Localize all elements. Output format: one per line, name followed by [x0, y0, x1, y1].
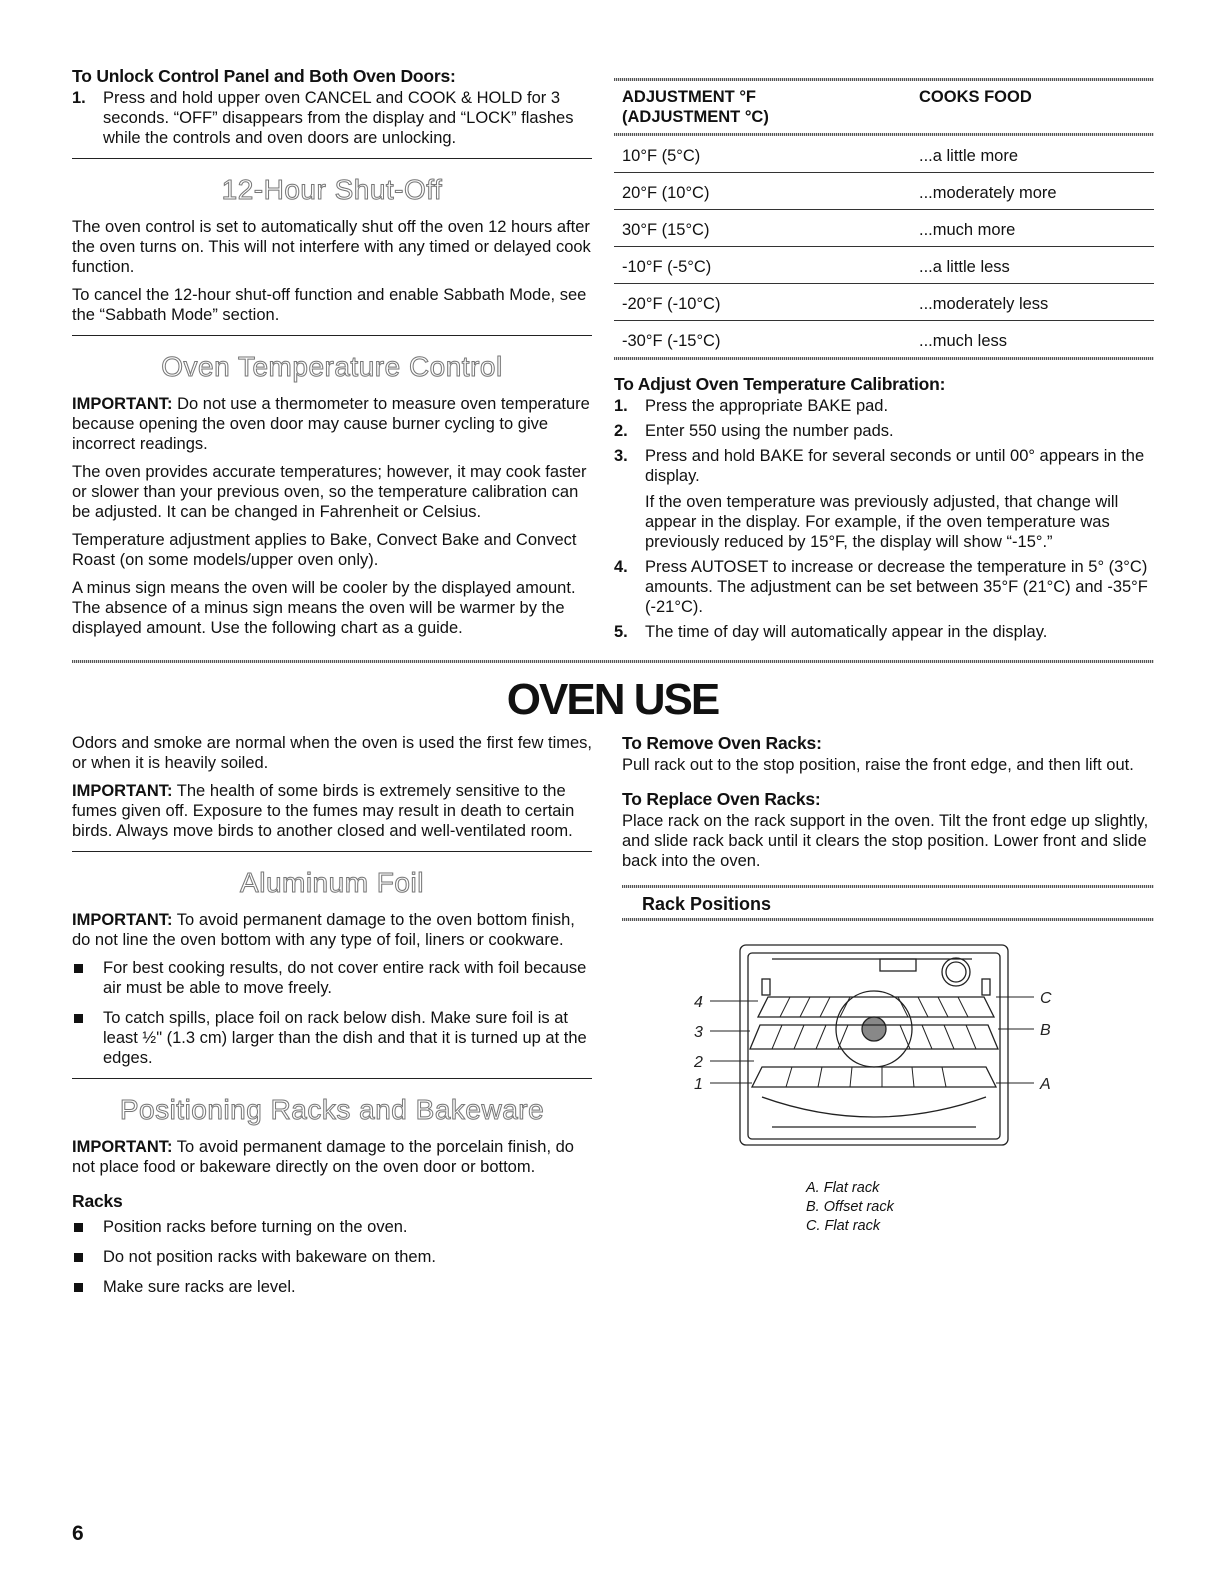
- calibration-step-5: 5. The time of day will automatically appear in the display.: [614, 623, 1048, 641]
- divider: [72, 335, 592, 336]
- table-bottom-rule: [614, 357, 1154, 360]
- calibration-step-4: 4. Press AUTOSET to increase or decrease the temperature in 5° (3°C) amounts. The adjustment can be set between 35°F (21°C) and -35°F (-21°C).: [614, 558, 1148, 616]
- racks-heading: Racks: [72, 1191, 123, 1211]
- step-number: 1.: [72, 89, 86, 107]
- table-header-row: [614, 81, 1154, 133]
- calibration-step-1: 1. Press the appropriate BAKE pad.: [614, 397, 889, 415]
- temp-important-paragraph: [72, 394, 592, 454]
- replace-text: Place rack on the rack support in the oven. Tilt the front edge up slightly, and slide rack back until it clears the stop position. Lower front and slide back into the oven.: [622, 812, 1149, 870]
- important-label: IMPORTANT:: [72, 395, 173, 413]
- caption-b: B. Offset rack: [806, 1199, 894, 1215]
- oven-use-paragraph-1: Odors and smoke are normal when the oven is used the first few times, or when it is heavily soiled.: [72, 734, 592, 772]
- list-item: Do not position racks with bakeware on them.: [72, 1247, 592, 1267]
- rack-number-3: 3: [694, 1024, 703, 1041]
- list-item: For best cooking results, do not cover entire rack with foil because air must be able to move freely.: [72, 958, 592, 998]
- table-row: 30°F (15°C) ...much more: [614, 210, 1154, 247]
- divider: [72, 158, 592, 159]
- shutoff-paragraph-1: The oven control is set to automatically shut off the oven 12 hours after the oven turns on. This will not interfere with any timed or delayed cook function.: [72, 218, 591, 276]
- table-header-adjustment: ADJUSTMENT °F (ADJUSTMENT °C): [622, 88, 769, 126]
- caption-a: A. Flat rack: [806, 1180, 880, 1196]
- rack-letter-b: B: [1040, 1022, 1051, 1039]
- rack-letter-a: A: [1040, 1076, 1051, 1093]
- table-row: 10°F (5°C) ...a little more: [614, 136, 1154, 173]
- left-bottom-column: [72, 733, 592, 1307]
- unlock-step-1: [72, 88, 592, 148]
- adjustment-table: [614, 81, 1154, 357]
- rack-head-bottom-rule: [622, 918, 1154, 921]
- foil-bullets: [72, 958, 592, 1068]
- page-divider: [72, 660, 1154, 663]
- list-item: Make sure racks are level.: [72, 1277, 592, 1297]
- racks-bullets: [72, 1217, 592, 1297]
- figure-captions: [806, 1179, 1154, 1236]
- page-number: 6: [72, 1522, 84, 1545]
- shutoff-paragraph-2: To cancel the 12-hour shut-off function and enable Sabbath Mode, see the “Sabbath Mode” section.: [72, 286, 587, 324]
- rack-letter-c: C: [1040, 990, 1052, 1007]
- positioning-title: Positioning Racks and Bakeware: [119, 1094, 545, 1125]
- foil-title: Aluminum Foil: [240, 867, 424, 898]
- oven-rack-diagram: [622, 937, 1154, 1177]
- rack-number-4: 4: [694, 994, 703, 1011]
- calibration-step-3: 3. Press and hold BAKE for several seconds or until 00° appears in the display. If the oven temperature was previously adjusted, that change will appear in the display. For example, if the oven temperature was previously reduced by 15°F, the display will show “-15°.”: [614, 446, 1154, 552]
- important-text: Do not use a thermometer to measure oven temperature because opening the oven door may cause burner cycling to give incorrect readings.: [72, 395, 590, 453]
- list-item: Position racks before turning on the oven.: [72, 1217, 592, 1237]
- temp-control-title: Oven Temperature Control: [161, 351, 503, 382]
- table-header-cooks-food: COOKS FOOD: [919, 88, 1032, 106]
- right-top-column: [614, 78, 1154, 650]
- calibration-heading: To Adjust Oven Temperature Calibration:: [614, 374, 946, 394]
- unlock-heading: To Unlock Control Panel and Both Oven Doors:: [72, 66, 456, 86]
- calibration-steps: [614, 396, 1154, 642]
- divider: [72, 851, 592, 852]
- rack-number-1: 1: [694, 1076, 703, 1093]
- caption-c: C. Flat rack: [806, 1218, 881, 1234]
- divider: [72, 1078, 592, 1079]
- table-row: -30°F (-15°C) ...much less: [622, 332, 1008, 350]
- temp-paragraph-1: The oven provides accurate temperatures; however, it may cook faster or slower than your previous oven, so the temperature calibration can be adjusted. It can be changed in Fahrenheit or Celsius.: [72, 463, 587, 521]
- unlock-steps: [72, 88, 592, 148]
- step-text: Press and hold upper oven CANCEL and COOK & HOLD for 3 seconds. “OFF” disappears from the display and “LOCK” flashes while the controls and oven doors are unlocking.: [103, 89, 574, 147]
- rack-positions-heading: Rack Positions: [642, 894, 772, 914]
- calibration-step-2: 2. Enter 550 using the number pads.: [614, 422, 894, 440]
- replace-heading: To Replace Oven Racks:: [622, 789, 821, 809]
- remove-text: Pull rack out to the stop position, raise the front edge, and then lift out.: [622, 756, 1134, 774]
- temp-paragraph-2: Temperature adjustment applies to Bake, Convect Bake and Convect Roast (on some models/upper oven only).: [72, 531, 577, 569]
- remove-heading: To Remove Oven Racks:: [622, 733, 822, 753]
- oven-use-important: IMPORTANT: The health of some birds is extremely sensitive to the fumes given off. Exposure to the fumes may result in death to certain birds. Always move birds to another closed and well-ventilated room.: [72, 782, 575, 840]
- table-row: -20°F (-10°C) ...moderately less: [614, 284, 1154, 321]
- list-item: To catch spills, place foil on rack below dish. Make sure foil is at least ½" (1.3 cm) larger than the dish and that it is turned up at the edges.: [72, 1008, 592, 1068]
- shutoff-title: 12-Hour Shut-Off: [221, 174, 443, 205]
- rack-number-2: 2: [694, 1054, 703, 1071]
- temp-paragraph-3: A minus sign means the oven will be cooler by the displayed amount. The absence of a minus sign means the oven will be warmer by the displayed amount. Use the following chart as a guide.: [72, 579, 576, 637]
- oven-use-title: OVEN USE: [506, 675, 719, 724]
- right-bottom-column: [622, 733, 1154, 1236]
- table-row: -10°F (-5°C) ...a little less: [614, 247, 1154, 284]
- left-top-column: [72, 66, 592, 646]
- positioning-important: IMPORTANT: To avoid permanent damage to the porcelain finish, do not place food or bakeware directly on the oven door or bottom.: [72, 1138, 574, 1176]
- calibration-step-3-note: If the oven temperature was previously adjusted, that change will appear in the display. For example, if the oven temperature was previously reduced by 15°F, the display will show “-15°.”: [645, 493, 1119, 551]
- foil-important: IMPORTANT: To avoid permanent damage to the oven bottom finish, do not line the oven bottom with any type of foil, liners or cookware.: [72, 911, 575, 949]
- table-row: 20°F (10°C) ...moderately more: [614, 173, 1154, 210]
